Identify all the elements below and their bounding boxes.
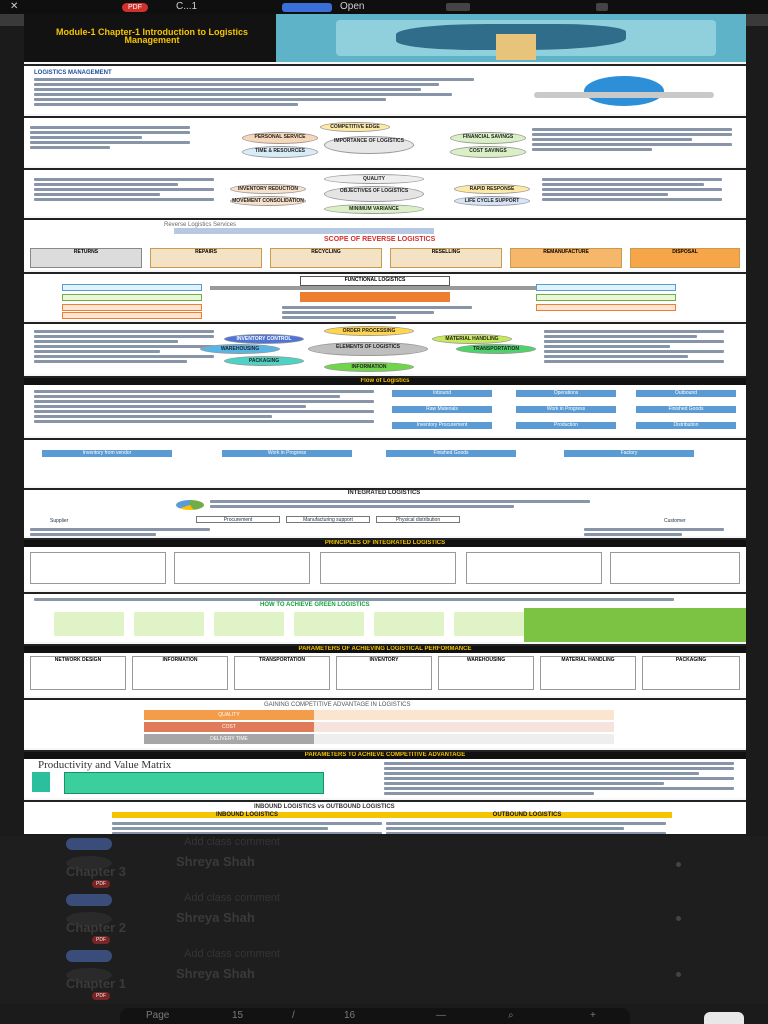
right-bar bbox=[536, 294, 676, 301]
parameter-card: PACKAGING bbox=[642, 656, 740, 690]
highlight-bar bbox=[300, 292, 450, 302]
scope-card: DISPOSAL bbox=[630, 248, 740, 268]
table-header: INBOUND LOGISTICS bbox=[112, 812, 382, 818]
slide-heading: PARAMETERS TO ACHIEVE COMPETITIVE ADVANTAGE bbox=[24, 752, 746, 759]
page-label: Page bbox=[146, 1010, 170, 1021]
center-oval: IMPORTANCE OF LOGISTICS bbox=[324, 136, 414, 154]
comment-entry bbox=[0, 836, 768, 892]
globe-image bbox=[584, 76, 664, 106]
icon-strip bbox=[174, 228, 434, 234]
slide-elements bbox=[24, 322, 746, 374]
right-bar bbox=[536, 284, 676, 291]
add-class-comment[interactable]: Add class comment bbox=[184, 948, 280, 960]
flow-label: Supplier bbox=[50, 518, 69, 524]
parameter-card: MATERIAL HANDLING bbox=[540, 656, 636, 690]
parameter-card: WAREHOUSING bbox=[438, 656, 534, 690]
total-pages: 16 bbox=[344, 1010, 356, 1021]
oval: LIFE CYCLE SUPPORT bbox=[454, 196, 530, 206]
slide-subheading: SCOPE OF REVERSE LOGISTICS bbox=[324, 236, 436, 243]
current-page-input[interactable]: 15 bbox=[232, 1010, 244, 1021]
flow-box: Procurement bbox=[196, 516, 280, 523]
parameter-card: TRANSPORTATION bbox=[234, 656, 330, 690]
zoom-in-button[interactable]: + bbox=[590, 1010, 596, 1021]
slide-inbound-outbound bbox=[24, 800, 746, 834]
slide-heading: HOW TO ACHIEVE GREEN LOGISTICS bbox=[260, 602, 370, 608]
advantage-bar: DELIVERY TIME bbox=[144, 734, 314, 744]
comment-toggle[interactable] bbox=[66, 950, 112, 962]
oval: PERSONAL SERVICE bbox=[242, 132, 318, 144]
scope-card: REMANUFACTURE bbox=[510, 248, 622, 268]
slide-logistics-management bbox=[24, 64, 746, 114]
slide-green bbox=[24, 592, 746, 642]
more-icon[interactable] bbox=[676, 972, 681, 977]
page-separator: / bbox=[292, 1010, 295, 1021]
pdf-badge: PDF bbox=[92, 992, 110, 1000]
more-icon[interactable] bbox=[596, 3, 608, 11]
flow-label: Customer bbox=[664, 518, 686, 524]
oval: COST SAVINGS bbox=[450, 146, 526, 158]
slide-importance bbox=[24, 116, 746, 166]
flow-box: Factory bbox=[564, 450, 694, 457]
green-city-image bbox=[524, 608, 746, 642]
scope-card: RESELLING bbox=[390, 248, 502, 268]
comment-toggle[interactable] bbox=[66, 838, 112, 850]
left-bar bbox=[62, 284, 202, 291]
slide-heading: INBOUND LOGISTICS vs OUTBOUND LOGISTICS bbox=[254, 804, 395, 810]
slide-functional bbox=[24, 272, 746, 320]
comment-toggle[interactable] bbox=[66, 894, 112, 906]
author-name: Shreya Shah bbox=[176, 966, 255, 981]
principle-card bbox=[30, 552, 166, 584]
slide-title bbox=[24, 14, 746, 62]
center-oval: OBJECTIVES OF LOGISTICS bbox=[324, 186, 424, 202]
open-with-button[interactable] bbox=[282, 3, 332, 12]
print-icon[interactable] bbox=[446, 3, 470, 11]
flow-box: Inventory from vendor bbox=[42, 450, 172, 457]
close-icon[interactable]: ✕ bbox=[10, 1, 19, 12]
pie-image bbox=[176, 500, 204, 510]
principle-card bbox=[320, 552, 456, 584]
principle-card bbox=[610, 552, 740, 584]
document-page bbox=[24, 14, 746, 834]
principle-card bbox=[174, 552, 310, 584]
slide-competitive bbox=[24, 698, 746, 748]
scope-card: RECYCLING bbox=[270, 248, 382, 268]
add-class-comment[interactable]: Add class comment bbox=[184, 892, 280, 904]
title-panel bbox=[24, 14, 276, 62]
oval: INFORMATION bbox=[324, 362, 414, 372]
table-header: OUTBOUND LOGISTICS bbox=[382, 812, 672, 818]
scope-card: REPAIRS bbox=[150, 248, 262, 268]
slide-heading: PARAMETERS OF ACHIEVING LOGISTICAL PERFORMANCE bbox=[24, 646, 746, 653]
zoom-icon: ⌕ bbox=[508, 1010, 514, 1021]
page-navigation-bar bbox=[120, 1008, 630, 1024]
author-name: Shreya Shah bbox=[176, 854, 255, 869]
flow-box: Distribution bbox=[636, 422, 736, 429]
slide-reverse-logistics bbox=[24, 218, 746, 270]
flow-box: Raw Materials bbox=[392, 406, 492, 413]
slide-heading: Reverse Logistics Services bbox=[164, 222, 237, 228]
pdf-badge: PDF bbox=[92, 936, 110, 944]
open-label[interactable]: Open bbox=[340, 1, 365, 12]
left-bar bbox=[62, 312, 202, 319]
slide-title-text: Module-1 Chapter-1 Introduction to Logistics Management bbox=[56, 27, 248, 45]
matrix-title: Productivity and Value Matrix bbox=[38, 759, 172, 771]
oval: TIME & RESOURCES bbox=[242, 146, 318, 158]
attachment-title[interactable]: Chapter 3 bbox=[66, 864, 126, 879]
slide-heading: Flow of Logistics bbox=[24, 378, 746, 385]
text-block bbox=[34, 76, 474, 108]
more-icon[interactable] bbox=[676, 916, 681, 921]
attachment-title[interactable]: Chapter 2 bbox=[66, 920, 126, 935]
add-class-comment[interactable]: Add class comment bbox=[184, 836, 280, 848]
center-oval: ELEMENTS OF LOGISTICS bbox=[308, 342, 428, 356]
zoom-out-button[interactable]: — bbox=[436, 1010, 446, 1021]
pdf-badge: PDF bbox=[122, 3, 148, 12]
slide-heading: INTEGRATED LOGISTICS bbox=[294, 490, 474, 497]
center-box: FUNCTIONAL LOGISTICS bbox=[300, 276, 450, 286]
slide-principles bbox=[24, 538, 746, 590]
right-bar bbox=[536, 304, 676, 311]
advantage-bar: QUALITY bbox=[144, 710, 314, 720]
oval: TRANSPORTATION bbox=[456, 344, 536, 354]
parameter-card: INFORMATION bbox=[132, 656, 228, 690]
oval: QUALITY bbox=[324, 174, 424, 184]
slide-flow bbox=[24, 376, 746, 436]
advantage-bar: COST bbox=[144, 722, 314, 732]
fab-button[interactable] bbox=[704, 1012, 744, 1024]
flow-box: Physical distribution bbox=[376, 516, 460, 523]
flow-box: Work in Progress bbox=[222, 450, 352, 457]
matrix-grid bbox=[64, 772, 324, 794]
oval: ORDER PROCESSING bbox=[324, 326, 414, 336]
more-icon[interactable] bbox=[676, 862, 681, 867]
oval: FINANCIAL SAVINGS bbox=[450, 132, 526, 144]
attachment-title[interactable]: Chapter 1 bbox=[66, 976, 126, 991]
flow-box: Operations bbox=[516, 390, 616, 397]
flow-box: Inbound bbox=[392, 390, 492, 397]
plane-image bbox=[534, 92, 714, 98]
comment-entry bbox=[0, 948, 768, 1004]
parameter-card: INVENTORY bbox=[336, 656, 432, 690]
slide-parameters bbox=[24, 644, 746, 696]
author-name: Shreya Shah bbox=[176, 910, 255, 925]
oval: INVENTORY CONTROL bbox=[224, 334, 304, 344]
scope-card: RETURNS bbox=[30, 248, 142, 268]
flow-box: Production bbox=[516, 422, 616, 429]
oval: MINIMUM VARIANCE bbox=[324, 204, 424, 214]
slide-flow-2 bbox=[24, 438, 746, 486]
flow-box: Finished Goods bbox=[386, 450, 516, 457]
slide-heading: LOGISTICS MANAGEMENT bbox=[34, 70, 112, 76]
slide-integrated bbox=[24, 488, 746, 536]
oval: INVENTORY REDUCTION bbox=[230, 184, 306, 194]
flow-box: Finished Goods bbox=[636, 406, 736, 413]
pdf-badge: PDF bbox=[92, 880, 110, 888]
file-title: C...1 bbox=[176, 1, 198, 12]
flow-box: Inventory Procurement bbox=[392, 422, 492, 429]
flow-box: Work in Progress bbox=[516, 406, 616, 413]
left-bar bbox=[62, 294, 202, 301]
oval: RAPID RESPONSE bbox=[454, 184, 530, 194]
left-bar bbox=[62, 304, 202, 311]
flow-box: Outbound bbox=[636, 390, 736, 397]
oval: COMPETITIVE EDGE bbox=[320, 122, 390, 132]
oval: MOVEMENT CONSOLIDATION bbox=[230, 196, 306, 206]
parameter-card: NETWORK DESIGN bbox=[30, 656, 126, 690]
oval: PACKAGING bbox=[224, 356, 304, 366]
oval: MATERIAL HANDLING bbox=[432, 334, 512, 344]
green-steps bbox=[54, 612, 534, 636]
comment-entry bbox=[0, 892, 768, 948]
principle-card bbox=[466, 552, 602, 584]
slide-heading: GAINING COMPETITIVE ADVANTAGE IN LOGISTICS bbox=[264, 702, 411, 708]
viewer-top-bar bbox=[0, 0, 768, 14]
matrix-axis bbox=[32, 772, 50, 792]
flow-box: Manufacturing support bbox=[286, 516, 370, 523]
slide-matrix bbox=[24, 750, 746, 798]
oval: WAREHOUSING bbox=[200, 344, 280, 354]
connector bbox=[210, 286, 540, 290]
slide-heading: PRINCIPLES OF INTEGRATED LOGISTICS bbox=[24, 540, 746, 547]
world-map-image bbox=[276, 14, 746, 62]
slide-objectives bbox=[24, 168, 746, 216]
